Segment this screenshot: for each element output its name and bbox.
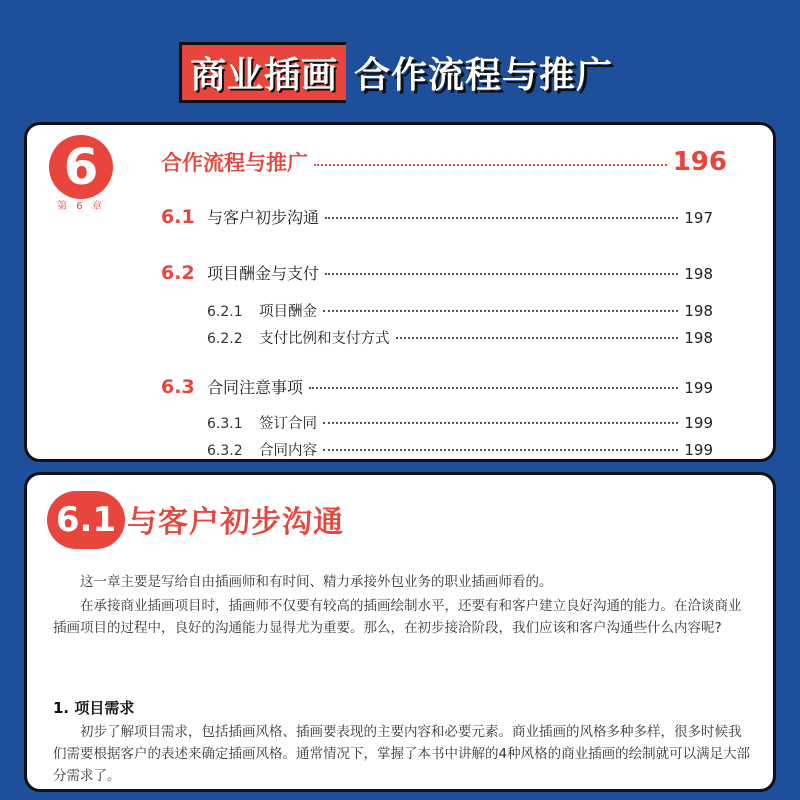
toc-subsection-page: 199 xyxy=(684,441,713,459)
toc-subsection-row[interactable] xyxy=(207,412,713,433)
section-body-text: 初步了解项目需求，包括插画风格、插画要表现的主要内容和必要元素。商业插画的风格多种多样，很多时候我们需要根据客户的表述来确定插画风格。通常情况下，掌握了本书中讲解的4种风格的商业插画的绘制就可以满足大部分需求了。 xyxy=(53,724,751,784)
page-banner xyxy=(0,42,800,102)
section-paragraph: 这一章主要是写给自由插画师和有时间、精力承接外包业务的职业插画师看的。 xyxy=(80,574,553,590)
toc-subsection-title: 项目酬金 xyxy=(259,304,317,320)
toc-leader-dots xyxy=(309,387,678,389)
toc-subsection-title: 签订合同 xyxy=(259,416,317,432)
toc-subsection-page: 198 xyxy=(684,302,713,320)
toc-section-row[interactable] xyxy=(161,205,713,228)
toc-leader-dots xyxy=(314,164,667,166)
toc-chapter-row[interactable] xyxy=(161,147,727,177)
toc-leader-dots xyxy=(323,310,678,312)
chapter-label: 第 6 章 xyxy=(57,201,105,212)
toc-section-title: 项目酬金与支付 xyxy=(207,264,320,283)
section-card xyxy=(24,472,776,792)
toc-section-row[interactable] xyxy=(161,261,713,284)
toc-leader-dots xyxy=(325,217,678,219)
toc-section-page: 198 xyxy=(684,265,713,283)
section-paragraph: 在承接商业插画项目时，插画师不仅要有较高的插画绘制水平，还要有和客户建立良好沟通的能力。在洽谈商业插画项目的过程中，良好的沟通能力显得尤为重要。那么，在初步接洽阶段，我们应该和客户沟通些什么内容呢? xyxy=(53,598,742,636)
toc-subsection-title: 支付比例和支付方式 xyxy=(259,331,390,347)
toc-section-page: 197 xyxy=(684,209,713,227)
toc-subsection-number: 6.2.1 xyxy=(207,304,243,320)
toc-subsection-number: 6.2.2 xyxy=(207,331,243,347)
banner-title: 合作流程与推广 xyxy=(354,54,614,96)
toc-section-title: 合同注意事项 xyxy=(207,378,304,397)
toc-chapter-title: 合作流程与推广 xyxy=(161,151,308,175)
toc-section-row[interactable] xyxy=(161,375,713,398)
toc-chapter-page: 196 xyxy=(672,147,727,177)
toc-section-number: 6.3 xyxy=(161,376,195,398)
toc-subsection-title: 合同内容 xyxy=(259,443,317,459)
subsection-heading: 1. 项目需求 xyxy=(53,699,135,717)
toc-subsection-number: 6.3.1 xyxy=(207,416,243,432)
toc-leader-dots xyxy=(325,273,678,275)
section-number-badge: 6.1 xyxy=(47,491,125,549)
toc-subsection-row[interactable] xyxy=(207,439,713,460)
table-of-contents-card xyxy=(24,122,776,462)
toc-leader-dots xyxy=(396,337,679,339)
toc-leader-dots xyxy=(323,449,678,451)
toc-subsection-number: 6.3.2 xyxy=(207,443,243,459)
toc-section-number: 6.2 xyxy=(161,262,195,284)
toc-section-page: 199 xyxy=(684,379,713,397)
toc-subsection-page: 199 xyxy=(684,414,713,432)
toc-section-title: 与客户初步沟通 xyxy=(207,208,320,227)
toc-subsection-row[interactable] xyxy=(207,300,713,321)
toc-subsection-row[interactable] xyxy=(207,327,713,348)
toc-section-number: 6.1 xyxy=(161,206,195,228)
banner-highlight: 商业插画 xyxy=(179,42,346,103)
toc-subsection-page: 198 xyxy=(684,329,713,347)
section-title: 与客户初步沟通 xyxy=(127,505,344,540)
chapter-number-badge: 6 xyxy=(49,135,113,199)
toc-leader-dots xyxy=(323,422,678,424)
